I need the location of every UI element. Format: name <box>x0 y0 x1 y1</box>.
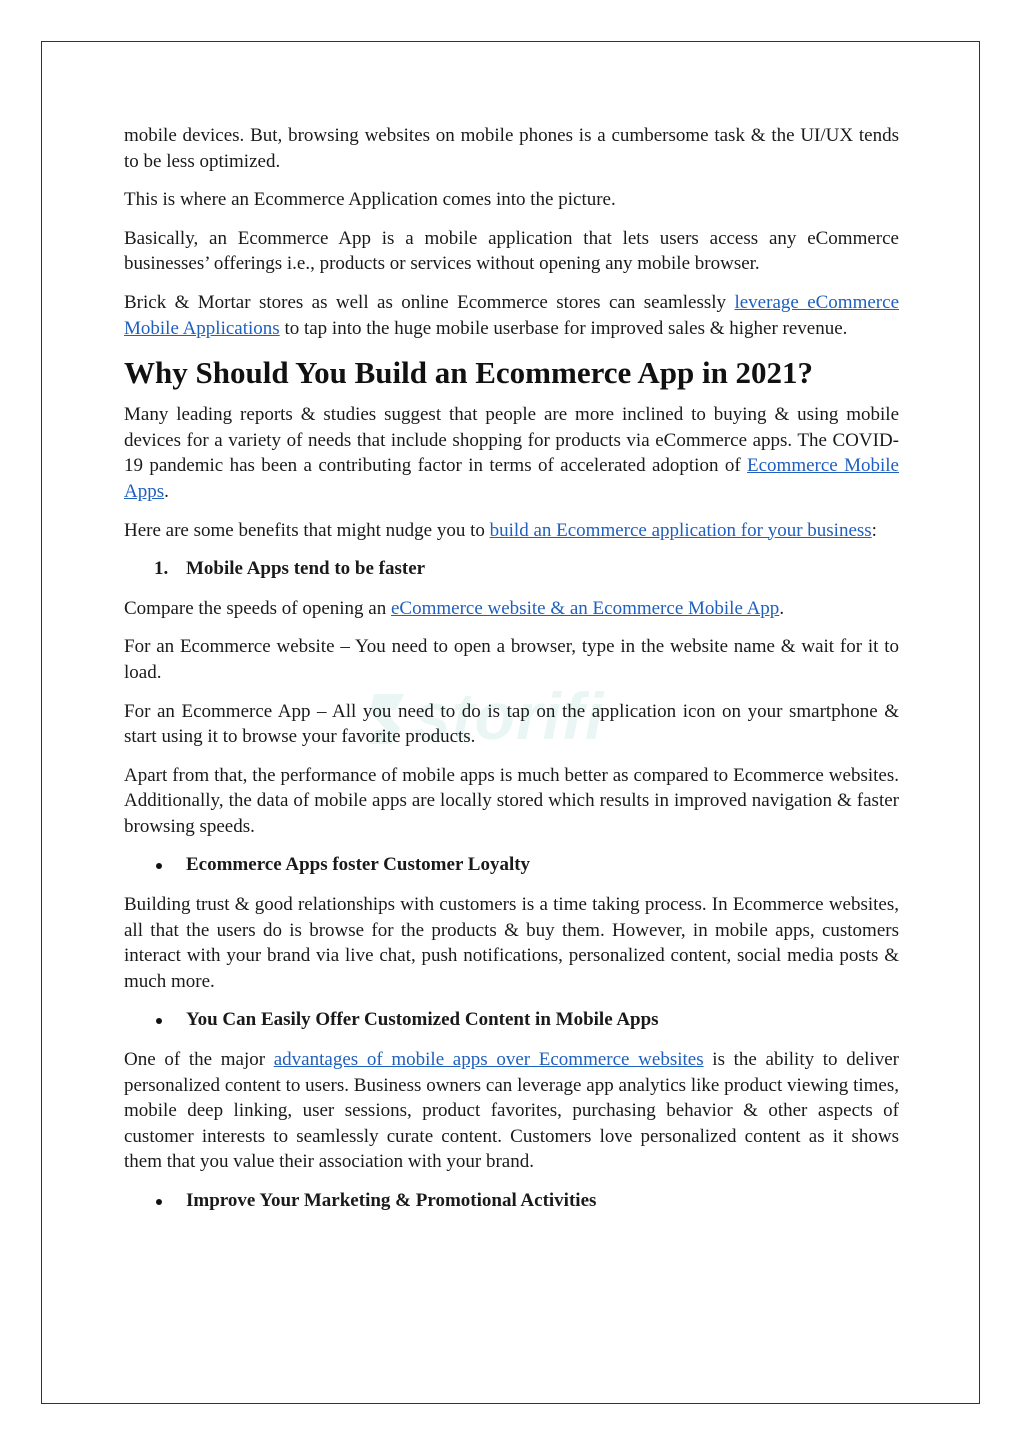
paragraph-reports-studies <box>124 402 899 504</box>
paragraph-basically: Basically, an Ecommerce App is a mobile application that lets users access any eCommerce businesses’ offerings i.e., products or services without opening any mobile browser. <box>124 227 899 275</box>
benefit-title: You Can Easily Offer Customized Content in Mobile Apps <box>186 1009 659 1031</box>
paragraph-ecommerce-app: For an Ecommerce App – All you need to do is tap on the application icon on your smartphone & start using it to browse your favorite products. <box>124 700 899 748</box>
website-vs-app-link[interactable]: eCommerce website & an Ecommerce Mobile App <box>390 597 780 619</box>
benefit-title: Mobile Apps tend to be faster <box>186 558 426 580</box>
text-segment: Brick & Mortar stores as well as online Ecommerce stores can seamlessly <box>124 291 735 313</box>
text-segment: Compare the speeds of opening an <box>124 597 391 619</box>
benefit-heading-marketing <box>124 1188 899 1214</box>
text-segment: Many leading reports & studies suggest that people are more inclined to buying & using mobile devices for a variety of needs that include shopping for products via eCommerce apps. The COVID-19 pandemic has been a contributing factor in terms of accelerated adoption of <box>124 404 899 477</box>
build-ecommerce-app-link[interactable]: build an Ecommerce application for your business <box>489 519 872 541</box>
paragraph-ecommerce-application: This is where an Ecommerce Application comes into the picture. <box>124 189 616 211</box>
text-segment: to tap into the huge mobile userbase for improved sales & higher revenue. <box>279 317 848 339</box>
benefit-title: Improve Your Marketing & Promotional Activities <box>186 1190 597 1211</box>
document-body <box>124 123 899 1228</box>
text-segment: One of the major <box>124 1049 274 1071</box>
text-segment: . <box>779 597 785 619</box>
advantages-mobile-apps-link[interactable]: advantages of mobile apps over Ecommerce websites <box>273 1049 704 1071</box>
paragraph-brick-mortar <box>124 290 899 341</box>
text-segment: : <box>871 519 877 541</box>
text-segment: Here are some benefits that might nudge you to <box>124 519 490 541</box>
paragraph-personalized-content <box>124 1047 899 1175</box>
leverage-ecommerce-apps-link[interactable]: leverage eCommerce Mobile Applications <box>124 291 899 339</box>
list-number: 1. <box>154 558 169 580</box>
benefit-title: Ecommerce Apps foster Customer Loyalty <box>186 854 531 876</box>
bullet-icon <box>156 1018 162 1024</box>
watermark-text: storifi <box>414 679 605 753</box>
paragraph-ecommerce-website: For an Ecommerce website – You need to open a browser, type in the website name & wait for it to load. <box>124 636 899 683</box>
benefit-heading-faster <box>124 556 899 582</box>
paragraph-benefits-intro <box>124 518 899 544</box>
paragraph-mobile-devices: mobile devices. But, browsing websites on mobile phones is a cumbersome task & the UI/UX tends to be less optimized. <box>124 125 899 172</box>
bullet-icon <box>156 1199 162 1205</box>
text-segment: . <box>164 480 169 502</box>
benefit-heading-customized-content <box>124 1007 899 1033</box>
benefit-heading-loyalty <box>124 852 899 878</box>
text-segment: is the ability to deliver personalized content to users. Business owners can leverage app analytics like product viewing times, mobile deep linking, user sessions, product favorites, purchasing behavior & other aspects of customer interests to seamlessly curate content. Customers love personalized content as it shows them that you value their association with your brand. <box>124 1049 899 1173</box>
ecommerce-mobile-apps-link[interactable]: Ecommerce Mobile Apps <box>124 455 899 502</box>
bullet-icon <box>156 863 162 869</box>
section-heading: Why Should You Build an Ecommerce App in 2021? <box>124 355 814 391</box>
paragraph-compare-speeds <box>124 596 899 622</box>
paragraph-performance: Apart from that, the performance of mobile apps is much better as compared to Ecommerce websites. Additionally, the data of mobile apps are locally stored which results in improved navigation & faster browsing speeds. <box>124 764 899 837</box>
paragraph-building-trust: Building trust & good relationships with customers is a time taking process. In Ecommerce websites, all that the users do is browse for the products & buy them. However, in mobile apps, customers interact with your brand via live chat, push notifications, personalized content, social media posts & much more. <box>124 894 899 992</box>
